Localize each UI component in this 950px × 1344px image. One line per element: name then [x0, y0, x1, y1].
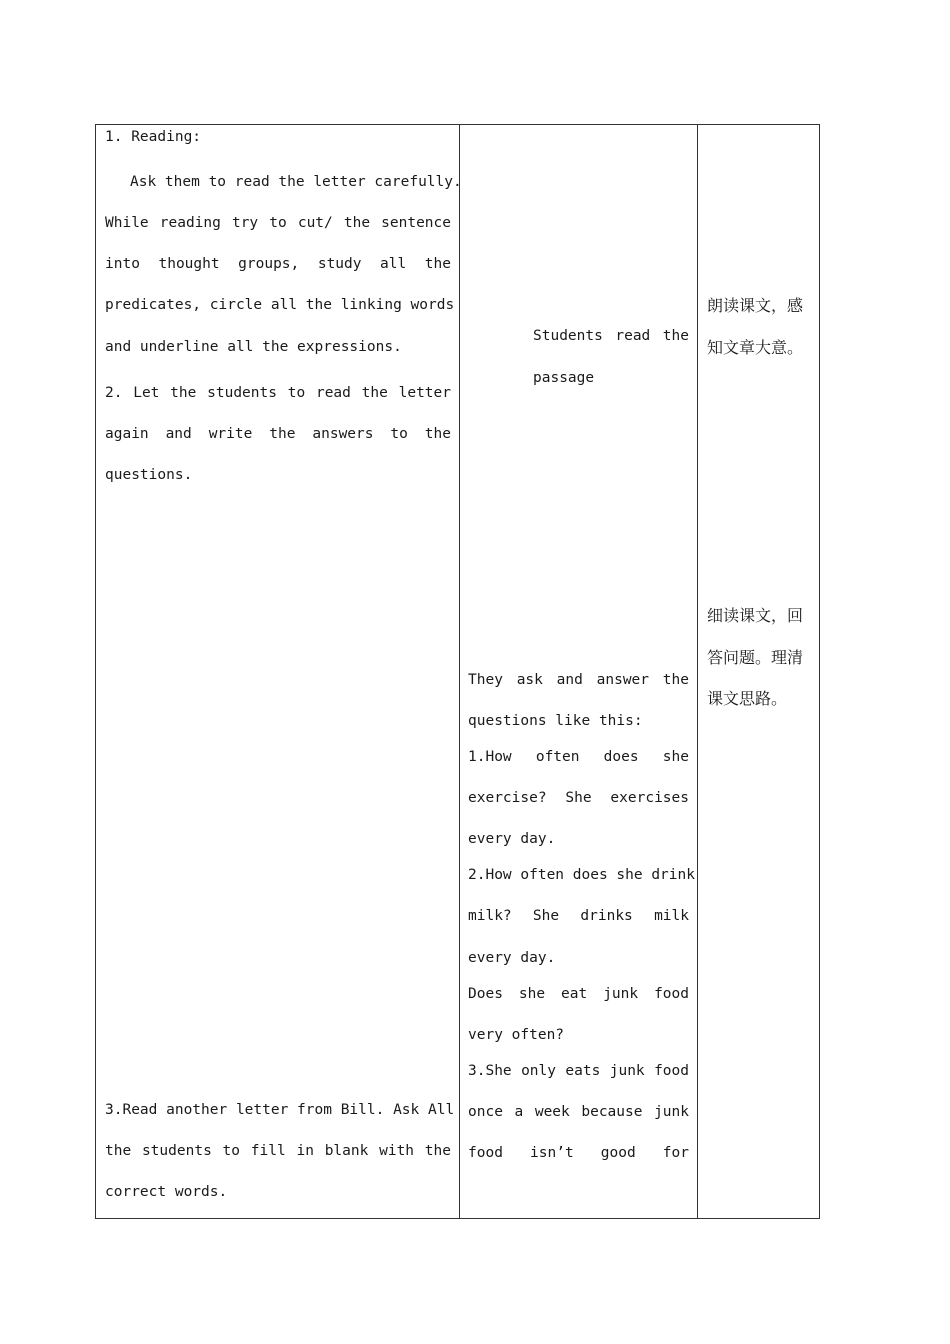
text-line: once a week because junk	[468, 1104, 689, 1120]
text-line: exercise? She exercises	[468, 790, 689, 806]
reading-heading: 1. Reading:	[105, 129, 202, 145]
design-intent-column	[698, 125, 821, 1218]
text-line: again and write the answers to the	[105, 426, 451, 442]
lesson-table	[95, 124, 820, 1219]
text-line: While reading try to cut/ the sentence	[105, 215, 451, 231]
text-line: Ask them to read the letter carefully.	[130, 174, 462, 190]
text-line: Does she eat junk food	[468, 986, 689, 1002]
text-line: questions.	[105, 467, 193, 483]
text-line: passage	[533, 370, 595, 386]
text-line: food isn’t good for	[468, 1145, 689, 1161]
student-activity-column	[460, 125, 697, 1218]
text-line: milk? She drinks milk	[468, 908, 689, 924]
text-line: 2.How often does she drink	[468, 867, 695, 883]
text-line: 1.How often does she	[468, 749, 689, 765]
text-line: correct words.	[105, 1184, 228, 1200]
text-line: 3.She only eats junk food	[468, 1063, 689, 1079]
text-line: predicates, circle all the linking words	[105, 297, 455, 313]
text-line: very often?	[468, 1027, 565, 1043]
text-line: 2. Let the students to read the letter	[105, 385, 451, 401]
text-line: 知文章大意。	[707, 338, 804, 357]
text-line: Students read the	[533, 328, 689, 344]
text-line: and underline all the expressions.	[105, 339, 402, 355]
text-line: 课文思路。	[707, 689, 788, 708]
text-line: They ask and answer the	[468, 672, 689, 688]
text-line: 答问题。理清	[707, 648, 804, 667]
text-line: 朗读课文，感	[707, 296, 804, 315]
text-line: 3.Read another letter from Bill. Ask All	[105, 1102, 455, 1118]
text-line: every day.	[468, 831, 556, 847]
text-line: every day.	[468, 950, 556, 966]
text-line: 细读课文，回	[707, 606, 804, 625]
text-line: questions like this:	[468, 713, 643, 729]
teacher-activity-column	[96, 125, 462, 1218]
text-line: into thought groups, study all the	[105, 256, 451, 272]
text-line: the students to fill in blank with the	[105, 1143, 451, 1159]
